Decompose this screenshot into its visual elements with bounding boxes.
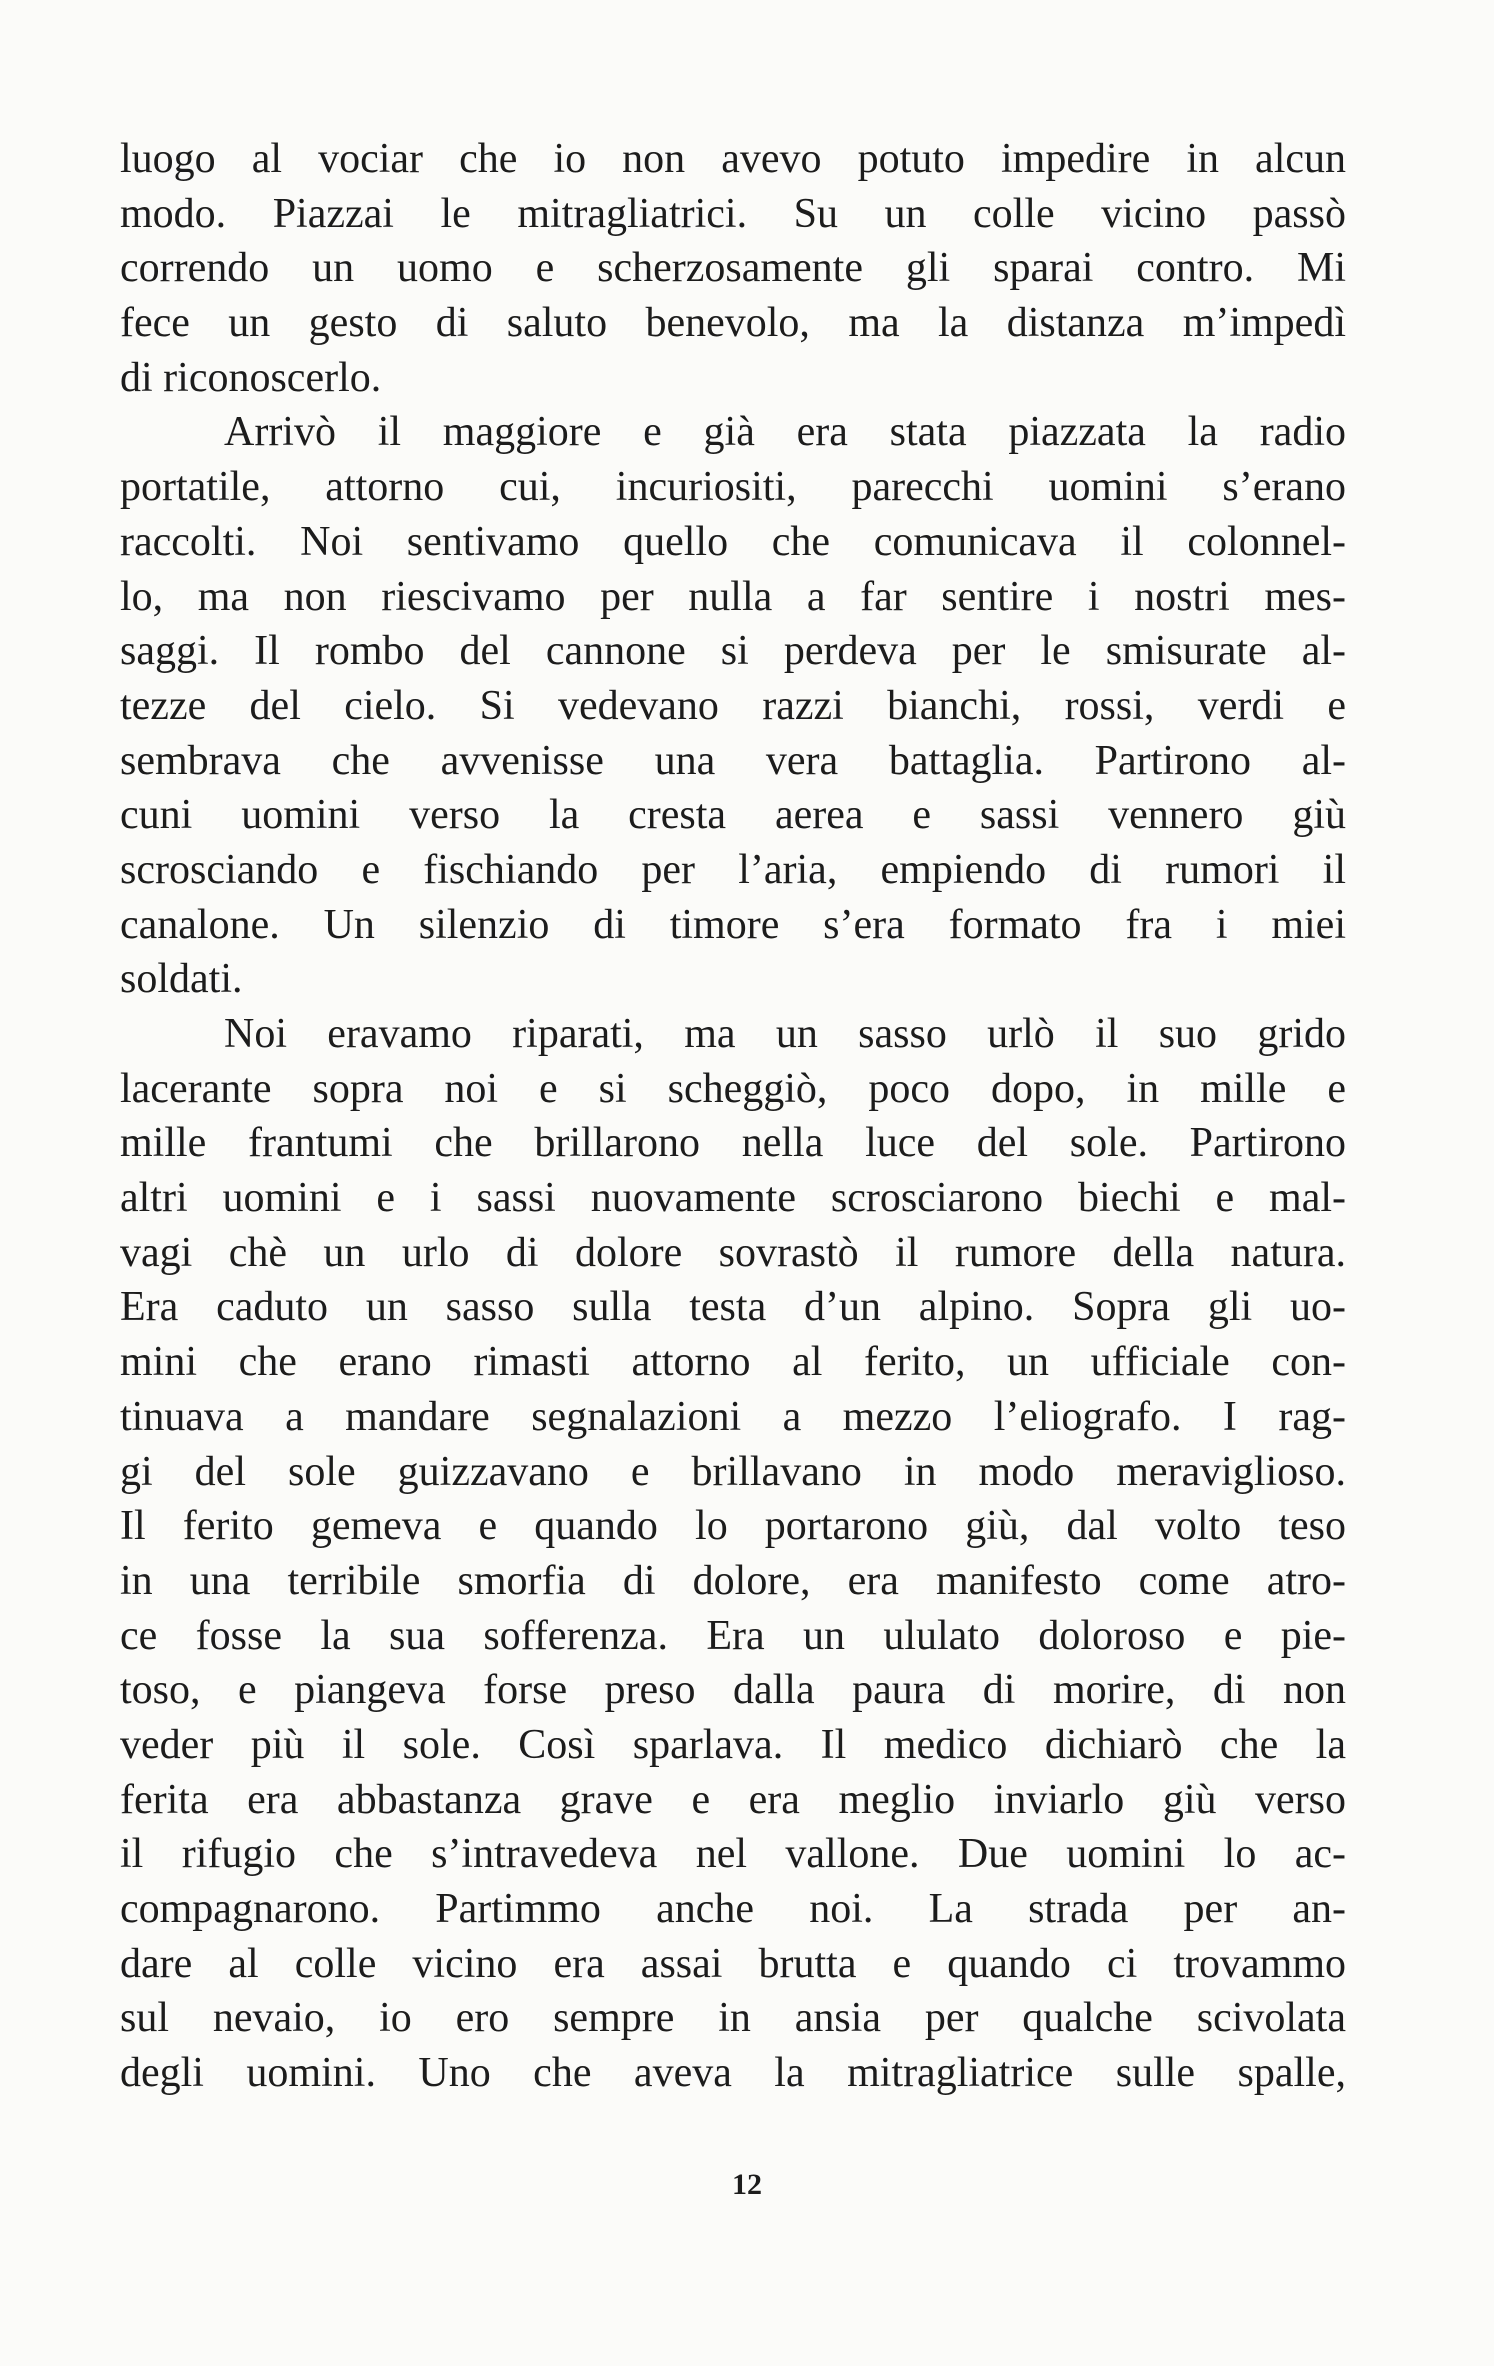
text-line: altri uomini e i sassi nuovamente scrosciarono biechi e mal-: [120, 1175, 1346, 1222]
text-line: di riconoscerlo.: [120, 354, 382, 401]
text-line: dare al colle vicino era assai brutta e quando ci trovammo: [120, 1940, 1346, 1987]
text-line: sembrava che avvenisse una vera battaglia. Partirono al-: [120, 737, 1346, 784]
text-line: Noi eravamo riparati, ma un sasso urlò il suo grido: [224, 1011, 1346, 1057]
text-line: mini che erano rimasti attorno al ferito, un ufficiale con-: [120, 1339, 1346, 1386]
text-line: raccolti. Noi sentivamo quello che comunicava il colonnel-: [120, 518, 1346, 565]
text-line: correndo un uomo e scherzosamente gli sparai contro. Mi: [120, 245, 1346, 292]
text-line: tinuava a mandare segnalazioni a mezzo l’eliografo. I rag-: [120, 1393, 1346, 1440]
text-line: soldati.: [120, 956, 243, 1003]
text-line: toso, e piangeva forse preso dalla paura di morire, di non: [120, 1667, 1346, 1714]
text-line: lacerante sopra noi e si scheggiò, poco dopo, in mille e: [120, 1065, 1346, 1112]
text-line: gi del sole guizzavano e brillavano in modo meraviglioso.: [120, 1448, 1346, 1495]
body-text: [120, 132, 1346, 2101]
text-line: tezze del cielo. Si vedevano razzi bianchi, rossi, verdi e: [120, 682, 1346, 729]
page-number: 12: [732, 2168, 762, 2201]
text-line: fece un gesto di saluto benevolo, ma la distanza m’impedì: [120, 300, 1346, 347]
text-line: il rifugio che s’intravedeva nel vallone. Due uomini lo ac-: [120, 1831, 1346, 1878]
text-line: luogo al vociar che io non avevo potuto impedire in alcun: [120, 136, 1346, 182]
text-line: ferita era abbastanza grave e era meglio inviarlo giù verso: [120, 1776, 1346, 1823]
text-line: compagnarono. Partimmo anche noi. La strada per an-: [120, 1886, 1346, 1932]
text-line: lo, ma non riescivamo per nulla a far sentire i nostri mes-: [120, 573, 1346, 620]
text-line: ce fosse la sua sofferenza. Era un ululato doloroso e pie-: [120, 1612, 1346, 1659]
text-line: mille frantumi che brillarono nella luce del sole. Partirono: [120, 1120, 1346, 1167]
text-line: Era caduto un sasso sulla testa d’un alpino. Sopra gli uo-: [120, 1284, 1346, 1331]
text-line: Arrivò il maggiore e già era stata piazzata la radio: [224, 409, 1346, 456]
text-line: saggi. Il rombo del cannone si perdeva per le smisurate al-: [120, 628, 1346, 675]
text-line: in una terribile smorfia di dolore, era manifesto come atro-: [120, 1557, 1346, 1604]
text-line: Il ferito gemeva e quando lo portarono giù, dal volto teso: [120, 1503, 1346, 1550]
text-line: canalone. Un silenzio di timore s’era formato fra i miei: [120, 901, 1346, 948]
text-line: veder più il sole. Così sparlava. Il medico dichiarò che la: [120, 1721, 1346, 1768]
text-line: scrosciando e fischiando per l’aria, empiendo di rumori il: [120, 846, 1346, 893]
text-line: portatile, attorno cui, incuriositi, parecchi uomini s’erano: [120, 464, 1346, 511]
text-line: vagi chè un urlo di dolore sovrastò il rumore della natura.: [120, 1229, 1346, 1276]
text-line: sul nevaio, io ero sempre in ansia per qualche scivolata: [120, 1995, 1346, 2042]
text-line: modo. Piazzai le mitragliatrici. Su un colle vicino passò: [120, 190, 1346, 237]
text-line: cuni uomini verso la cresta aerea e sassi vennero giù: [120, 792, 1346, 839]
text-line: degli uomini. Uno che aveva la mitragliatrice sulle spalle,: [120, 2050, 1346, 2097]
